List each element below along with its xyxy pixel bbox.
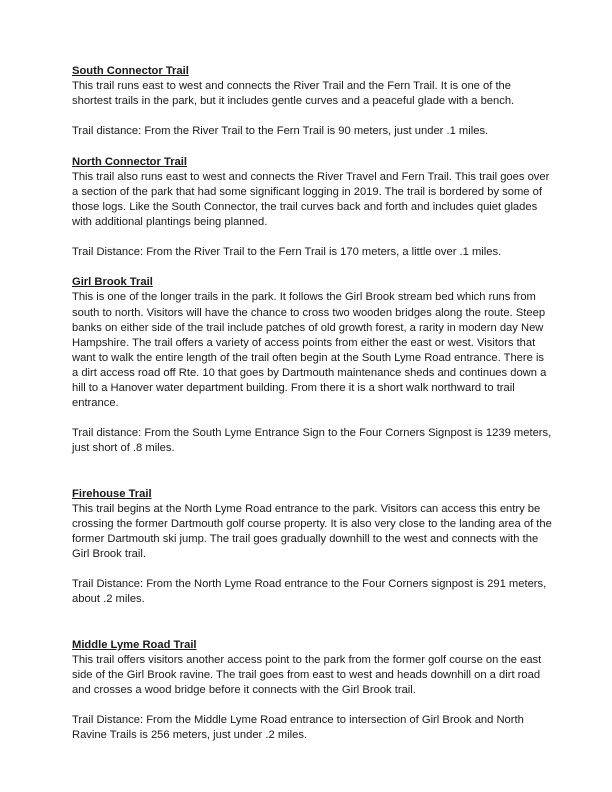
section-middle-lyme-road — [72, 638, 552, 744]
section-girl-brook — [72, 275, 552, 456]
document-page — [72, 64, 552, 743]
section-description: This trail offers visitors another access point to the park from the former golf course on the east side of the Girl Brook ravine. The trail goes from east to west and heads downhill on a dirt road and crosses a wood bridge before it connects with the Girl Brook trail. — [72, 653, 542, 696]
section-firehouse — [72, 487, 552, 608]
section-description: This trail begins at the North Lyme Road entrance to the park. Visitors can access this entry be crossing the former Dartmouth golf course property. It is also very close to the landing area of the former Dartmouth ski jump. The trail goes gradually downhill to the west and connects with the Girl Brook trail. — [72, 502, 552, 560]
section-title: South Connector Trail — [72, 65, 189, 77]
section-north-connector — [72, 155, 552, 261]
trail-distance: Trail Distance: From the River Trail to the Fern Trail is 170 meters, a little over .1 miles. — [72, 246, 502, 259]
section-description: This trail runs east to west and connects the River Trail and the Fern Trail. It is one of the shortest trails in the park, but it includes gentle curves and a peaceful glade with a bench. — [72, 80, 515, 108]
section-description: This trail also runs east to west and connects the River Travel and Fern Trail. This trail goes over a section of the park that had some significant logging in 2019. The trail is bordered by some of those logs. Like the South Connector, the trail curves back and forth and includes quiet glades with additional plantings being planned. — [72, 170, 550, 228]
section-description: This is one of the longer trails in the park. It follows the Girl Brook stream bed which runs from south to north. Visitors will have the chance to cross two wooden bridges along the route. Steep banks on either side of the trail include patches of old growth forest, a rarity in modern day New Hampshire. The trail offers a variety of access points from either the east or west. Visitors that want to walk the entire length of the trail often begin at the South Lyme Road entrance. There is a dirt access road off Rte. 10 that goes by Dartmouth maintenance sheds and continues down a hill to a Hanover water department building. From there it is a short walk northward to trail entrance. — [72, 291, 547, 410]
section-title: Girl Brook Trail — [72, 276, 153, 289]
section-title: Firehouse Trail — [72, 487, 152, 500]
trail-distance: Trail distance: From the South Lyme Entrance Sign to the Four Corners Signpost is 1239 meters, just short of .8 miles. — [72, 427, 552, 455]
section-south-connector — [72, 64, 552, 139]
trail-distance: Trail Distance: From the North Lyme Road entrance to the Four Corners signpost is 291 meters, about .2 miles. — [72, 578, 547, 606]
section-title: Middle Lyme Road Trail — [72, 638, 197, 651]
section-title: North Connector Trail — [72, 155, 187, 168]
trail-distance: Trail Distance: From the Middle Lyme Road entrance to intersection of Girl Brook and North Ravine Trails is 256 meters, just under .2 miles. — [72, 714, 524, 742]
trail-distance: Trail distance: From the River Trail to the Fern Trail is 90 meters, just under .1 miles. — [72, 125, 489, 138]
